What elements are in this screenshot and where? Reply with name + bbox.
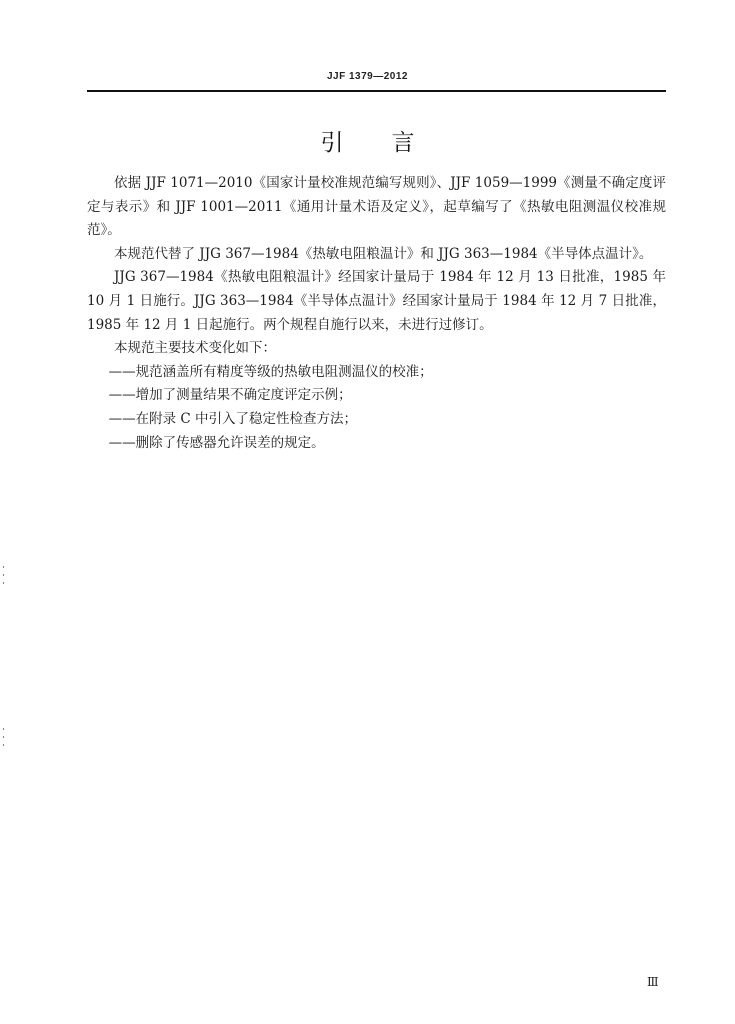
binding-mark	[3, 728, 5, 752]
change-item: ——删除了传感器允许误差的规定。	[108, 434, 325, 451]
change-item: ——增加了测量结果不确定度评定示例；	[108, 387, 352, 404]
body-text	[87, 172, 666, 455]
paragraph-basis: 依据 JJF 1071—2010《国家计量校准规范编写规则》、JJF 1059—1999《测量不确定度评定与表示》和 JJF 1001—2011《通用计量术语及定义》，起草编写了《热敏电阻测温仪校准规范》。	[87, 175, 666, 239]
header-rule	[87, 90, 666, 92]
paragraph-replaces: 本规范代替了 JJG 367—1984《热敏电阻粮温计》和 JJG 363—1984《半导体点温计》。	[114, 245, 653, 262]
binding-mark	[3, 566, 5, 590]
paragraph-history: JJG 367—1984《热敏电阻粮温计》经国家计量局于 1984 年 12 月 13 日批准，1985 年 10 月 1 日施行。JJG 363—1984《半导体点温计》经国家计量局于 1984 年 12 月 7 日批准，1985 年 12 月 1 日起施行。两个规程自施行以来，未进行过修订。	[87, 269, 666, 333]
page-number: Ⅲ	[647, 975, 659, 989]
page-title: 引言	[320, 130, 463, 156]
document-code: JJF 1379—2012	[326, 71, 408, 82]
paragraph-changes-intro: 本规范主要技术变化如下：	[114, 340, 276, 357]
change-item: ——规范涵盖所有精度等级的热敏电阻测温仪的校准；	[108, 363, 433, 380]
change-item: ——在附录 C 中引入了稳定性检查方法；	[108, 410, 358, 427]
